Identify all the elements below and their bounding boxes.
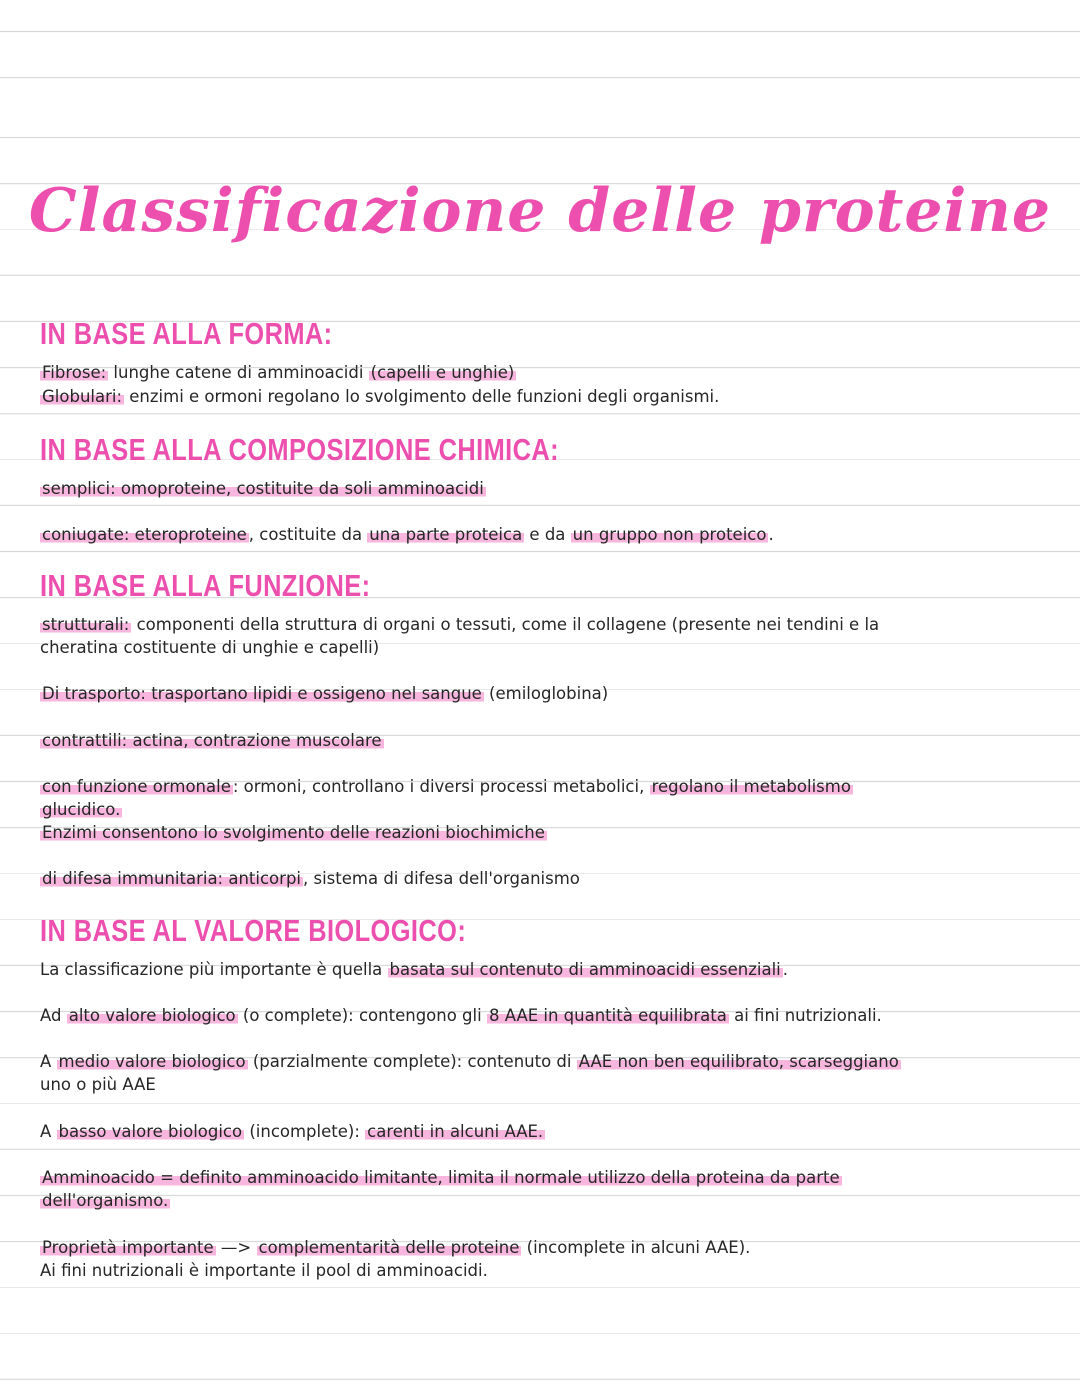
coniugate-text-2: e da (524, 525, 571, 544)
line-limitante-2 (40, 1190, 1040, 1212)
line-strutturali-1 (40, 614, 1040, 636)
alto-text-3: ai fini nutrizionali. (728, 1006, 882, 1025)
ormonale-term: con funzione ormonale (42, 777, 231, 796)
text-strutturali-1: componenti della struttura di organi o tessuti, come il collagene (presente nei tendini e la (131, 615, 880, 634)
line-basso (40, 1121, 1040, 1143)
trasporto-text: (emiloglobina) (483, 684, 609, 703)
line-difesa (40, 868, 1040, 890)
limitante-hl-2: dell'organismo. (42, 1191, 169, 1210)
coniugate-term: coniugate: eteroproteine (42, 525, 247, 544)
text-globulari: enzimi e ormoni regolano lo svolgimento delle funzioni degli organismi. (124, 387, 720, 406)
term-strutturali: strutturali: (42, 615, 130, 634)
proprieta-hl-1: Proprietà importante (42, 1238, 214, 1257)
basso-text-2: (incomplete): (244, 1122, 366, 1141)
line-enzimi (40, 822, 1040, 844)
line-proprieta-2: Ai fini nutrizionali è importante il pool di amminoacidi. (40, 1261, 488, 1280)
intro-end: . (782, 960, 789, 979)
coniugate-hl-1: una parte proteica (369, 525, 523, 544)
alto-hl-1: alto valore biologico (68, 1006, 236, 1025)
term-globulari: Globulari: (42, 387, 123, 406)
paren-fibrose: (capelli e unghie) (370, 363, 515, 382)
line-alto (40, 1005, 1040, 1027)
basso-hl-2: carenti in alcuni AAE. (367, 1122, 544, 1141)
difesa-text: , sistema di difesa dell'organismo (303, 869, 580, 888)
basso-hl-1: basso valore biologico (58, 1122, 243, 1141)
ormonale-text: : ormoni, controllano i diversi processi metabolici, (232, 777, 650, 796)
trasporto-hl: Di trasporto: trasportano lipidi e ossigeno nel sangue (42, 684, 482, 703)
page-title: Classificazione delle proteine (28, 176, 1052, 246)
alto-text-2: (o complete): contengono gli (237, 1006, 487, 1025)
proprieta-hl-2: complementarità delle proteine (258, 1238, 520, 1257)
line-fibrose (40, 362, 1040, 384)
medio-text-2: (parzialmente complete): contenuto di (247, 1052, 577, 1071)
intro-hl: basata sul contenuto di amminoacidi essenziali (389, 960, 781, 979)
ormonale-hl-2: glucidico. (42, 800, 121, 819)
line-coniugate (40, 524, 1040, 546)
heading-funzione: IN BASE ALLA FUNZIONE: (40, 568, 371, 603)
heading-valore: IN BASE AL VALORE BIOLOGICO: (40, 913, 467, 948)
line-trasporto (40, 683, 1040, 705)
line-semplici (40, 478, 1040, 500)
medio-hl-2: AAE non ben equilibrato, scarseggiano (578, 1052, 899, 1071)
term-fibrose: Fibrose: (42, 363, 107, 382)
limitante-hl: Amminoacido = definito amminoacido limitante, limita il normale utilizzo della proteina da parte (42, 1168, 840, 1187)
line-intro (40, 959, 1040, 981)
proprieta-text: (incomplete in alcuni AAE). (521, 1238, 751, 1257)
coniugate-hl-2: un gruppo non proteico (572, 525, 767, 544)
text-semplici: semplici: omoproteine, costituite da soli amminoacidi (42, 479, 484, 498)
line-strutturali-2: cheratina costituente di unghie e capelli) (40, 638, 380, 657)
line-proprieta-1 (40, 1237, 1040, 1259)
text-fibrose: lunghe catene di amminoacidi (108, 363, 369, 382)
coniugate-text-3: . (768, 525, 774, 544)
line-globulari (40, 386, 1040, 408)
line-limitante-1 (40, 1167, 1040, 1189)
ormonale-hl: regolano il metabolismo (651, 777, 851, 796)
line-medio-2: uno o più AAE (40, 1075, 156, 1094)
medio-text-1: A (40, 1052, 57, 1071)
difesa-hl: di difesa immunitaria: anticorpi (42, 869, 301, 888)
coniugate-text-1: , costituite da (248, 525, 368, 544)
line-contrattili (40, 730, 1040, 752)
heading-forma: IN BASE ALLA FORMA: (40, 316, 333, 351)
contrattili-hl: contrattili: actina, contrazione muscolare (42, 731, 382, 750)
medio-hl-1: medio valore biologico (58, 1052, 246, 1071)
line-medio-1 (40, 1051, 1040, 1073)
intro-text: La classificazione più importante è quella (40, 960, 388, 979)
alto-hl-2: 8 AAE in quantità equilibrata (488, 1006, 727, 1025)
line-ormonale-1 (40, 776, 1040, 798)
heading-composizione: IN BASE ALLA COMPOSIZIONE CHIMICA: (40, 432, 560, 467)
basso-text-1: A (40, 1122, 57, 1141)
enzimi-hl: Enzimi consentono lo svolgimento delle reazioni biochimiche (42, 823, 545, 842)
alto-text-1: Ad (40, 1006, 67, 1025)
proprieta-arrow: —> (215, 1238, 257, 1257)
line-ormonale-2 (40, 799, 1040, 821)
